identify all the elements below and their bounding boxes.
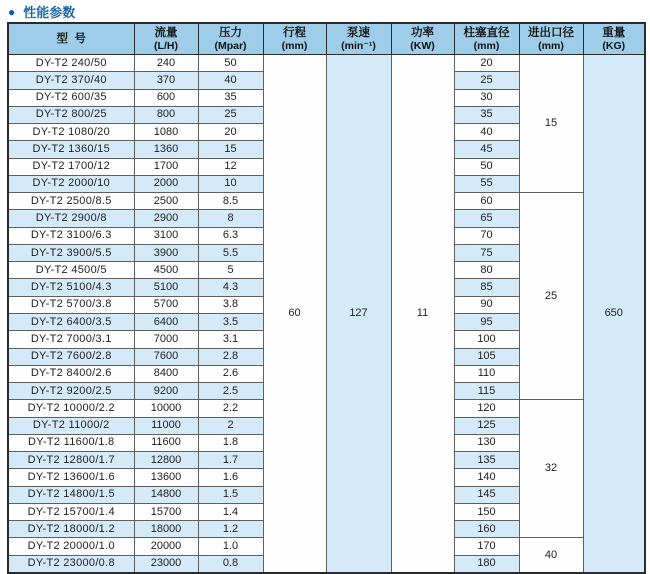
column-label: 流量 — [154, 26, 178, 39]
column-header-plunger-diameter — [454, 23, 519, 55]
cell-model: DY-T2 23000/0.8 — [8, 555, 134, 573]
cell-model: DY-T2 240/50 — [8, 55, 134, 72]
bullet-icon: ● — [8, 4, 16, 19]
cell-pressure: 3.5 — [198, 313, 263, 330]
cell-model: DY-T2 7000/3.1 — [8, 331, 134, 348]
cell-model: DY-T2 2500/8.5 — [8, 193, 134, 210]
cell-model: DY-T2 20000/1.0 — [8, 538, 134, 555]
cell-pressure: 2.6 — [198, 365, 263, 382]
column-label: 泵速 — [347, 26, 370, 39]
cell-stroke-merged: 60 — [263, 55, 326, 573]
cell-plunger-diameter: 105 — [454, 348, 519, 365]
cell-plunger-diameter: 110 — [454, 365, 519, 382]
column-unit: (mm) — [281, 39, 308, 52]
cell-flow: 1360 — [134, 141, 198, 158]
column-unit: (mm) — [473, 39, 500, 52]
cell-flow: 2500 — [134, 193, 198, 210]
cell-plunger-diameter: 20 — [454, 55, 519, 72]
cell-plunger-diameter: 180 — [454, 555, 519, 573]
cell-flow: 6400 — [134, 313, 198, 330]
cell-plunger-diameter: 95 — [454, 313, 519, 330]
section-title-text: 性能参数 — [23, 5, 76, 20]
cell-plunger-diameter: 145 — [454, 486, 519, 503]
column-unit: (KG) — [602, 39, 626, 52]
cell-flow: 14800 — [134, 486, 198, 503]
cell-flow: 2900 — [134, 210, 198, 227]
cell-pressure: 1.6 — [198, 469, 263, 486]
cell-flow: 9200 — [134, 383, 198, 400]
cell-plunger-diameter: 60 — [454, 193, 519, 210]
cell-model: DY-T2 8400/2.6 — [8, 365, 134, 382]
cell-pressure: 50 — [198, 55, 263, 72]
cell-inlet-outlet-merged: 32 — [519, 400, 583, 538]
column-label: 功率 — [411, 26, 434, 39]
cell-model: DY-T2 370/40 — [8, 72, 134, 89]
cell-plunger-diameter: 120 — [454, 400, 519, 417]
column-unit: (KW) — [410, 39, 435, 52]
cell-pressure: 25 — [198, 106, 263, 123]
cell-pressure: 1.4 — [198, 503, 263, 520]
cell-weight-merged: 650 — [583, 55, 645, 573]
cell-pressure: 10 — [198, 175, 263, 192]
cell-flow: 20000 — [134, 538, 198, 555]
cell-plunger-diameter: 25 — [454, 72, 519, 89]
cell-flow: 8400 — [134, 365, 198, 382]
cell-inlet-outlet-merged: 25 — [519, 193, 583, 400]
cell-model: DY-T2 3900/5.5 — [8, 244, 134, 261]
cell-model: DY-T2 3100/6.3 — [8, 227, 134, 244]
cell-plunger-diameter: 100 — [454, 331, 519, 348]
cell-model: DY-T2 10000/2.2 — [8, 400, 134, 417]
column-header-stroke — [263, 23, 326, 55]
cell-flow: 3900 — [134, 244, 198, 261]
cell-inlet-outlet-merged: 15 — [519, 55, 583, 193]
column-header-flow — [134, 23, 198, 55]
cell-pressure: 1.5 — [198, 486, 263, 503]
column-unit: (L/H) — [154, 39, 178, 52]
cell-pressure: 2.8 — [198, 348, 263, 365]
column-header-power — [391, 23, 454, 55]
cell-plunger-diameter: 170 — [454, 538, 519, 555]
cell-pressure: 0.8 — [198, 555, 263, 573]
cell-pressure: 5 — [198, 262, 263, 279]
cell-pressure: 6.3 — [198, 227, 263, 244]
cell-model: DY-T2 7600/2.8 — [8, 348, 134, 365]
cell-model: DY-T2 11000/2 — [8, 417, 134, 434]
cell-flow: 10000 — [134, 400, 198, 417]
cell-flow: 18000 — [134, 521, 198, 538]
cell-model: DY-T2 5700/3.8 — [8, 296, 134, 313]
cell-pressure: 8 — [198, 210, 263, 227]
cell-model: DY-T2 12800/1.7 — [8, 452, 134, 469]
cell-model: DY-T2 13600/1.6 — [8, 469, 134, 486]
cell-pressure: 2.5 — [198, 383, 263, 400]
cell-plunger-diameter: 55 — [454, 175, 519, 192]
cell-model: DY-T2 1700/12 — [8, 158, 134, 175]
cell-model: DY-T2 600/35 — [8, 89, 134, 106]
cell-pressure: 1.0 — [198, 538, 263, 555]
cell-flow: 11000 — [134, 417, 198, 434]
column-label: 型 号 — [56, 32, 86, 45]
cell-flow: 15700 — [134, 503, 198, 520]
cell-pressure: 15 — [198, 141, 263, 158]
cell-plunger-diameter: 150 — [454, 503, 519, 520]
cell-flow: 12800 — [134, 452, 198, 469]
cell-pressure: 1.2 — [198, 521, 263, 538]
cell-plunger-diameter: 80 — [454, 262, 519, 279]
header-row — [8, 23, 645, 55]
cell-plunger-diameter: 140 — [454, 469, 519, 486]
cell-pump-speed-merged: 127 — [326, 55, 391, 573]
column-header-pump-speed — [326, 23, 391, 55]
cell-plunger-diameter: 160 — [454, 521, 519, 538]
column-header-weight — [583, 23, 645, 55]
cell-flow: 240 — [134, 55, 198, 72]
column-label: 柱塞直径 — [463, 26, 510, 39]
cell-plunger-diameter: 75 — [454, 244, 519, 261]
column-label: 进出口径 — [528, 26, 574, 39]
cell-flow: 4500 — [134, 262, 198, 279]
cell-flow: 370 — [134, 72, 198, 89]
table-row — [8, 55, 645, 72]
cell-plunger-diameter: 40 — [454, 124, 519, 141]
cell-model: DY-T2 9200/2.5 — [8, 383, 134, 400]
column-unit: (mm) — [538, 39, 564, 52]
cell-flow: 2000 — [134, 175, 198, 192]
cell-pressure: 1.8 — [198, 434, 263, 451]
cell-plunger-diameter: 45 — [454, 141, 519, 158]
cell-model: DY-T2 1360/15 — [8, 141, 134, 158]
cell-pressure: 5.5 — [198, 244, 263, 261]
cell-flow: 7000 — [134, 331, 198, 348]
column-header-model — [8, 23, 134, 55]
cell-plunger-diameter: 90 — [454, 296, 519, 313]
cell-flow: 3100 — [134, 227, 198, 244]
cell-pressure: 4.3 — [198, 279, 263, 296]
column-unit: (min⁻¹) — [341, 39, 376, 52]
cell-plunger-diameter: 70 — [454, 227, 519, 244]
cell-power-merged: 11 — [391, 55, 454, 573]
performance-parameters-table — [7, 22, 646, 574]
cell-flow: 800 — [134, 106, 198, 123]
cell-pressure: 2.2 — [198, 400, 263, 417]
column-header-pressure — [198, 23, 263, 55]
cell-plunger-diameter: 85 — [454, 279, 519, 296]
cell-plunger-diameter: 135 — [454, 452, 519, 469]
cell-flow: 5700 — [134, 296, 198, 313]
cell-model: DY-T2 14800/1.5 — [8, 486, 134, 503]
cell-plunger-diameter: 35 — [454, 106, 519, 123]
cell-pressure: 3.8 — [198, 296, 263, 313]
cell-plunger-diameter: 65 — [454, 210, 519, 227]
cell-model: DY-T2 6400/3.5 — [8, 313, 134, 330]
cell-model: DY-T2 4500/5 — [8, 262, 134, 279]
cell-flow: 600 — [134, 89, 198, 106]
cell-model: DY-T2 800/25 — [8, 106, 134, 123]
cell-flow: 7600 — [134, 348, 198, 365]
cell-flow: 1700 — [134, 158, 198, 175]
cell-model: DY-T2 11600/1.8 — [8, 434, 134, 451]
cell-model: DY-T2 18000/1.2 — [8, 521, 134, 538]
cell-flow: 11600 — [134, 434, 198, 451]
section-title — [0, 0, 650, 22]
cell-plunger-diameter: 30 — [454, 89, 519, 106]
column-unit: (Mpar) — [214, 39, 247, 52]
column-label: 重量 — [602, 26, 626, 39]
cell-pressure: 2 — [198, 417, 263, 434]
cell-plunger-diameter: 50 — [454, 158, 519, 175]
cell-model: DY-T2 1080/20 — [8, 124, 134, 141]
cell-flow: 13600 — [134, 469, 198, 486]
cell-model: DY-T2 15700/1.4 — [8, 503, 134, 520]
cell-plunger-diameter: 125 — [454, 417, 519, 434]
cell-model: DY-T2 5100/4.3 — [8, 279, 134, 296]
column-header-inlet-outlet — [519, 23, 583, 55]
cell-pressure: 40 — [198, 72, 263, 89]
column-label: 压力 — [219, 26, 242, 39]
cell-model: DY-T2 2900/8 — [8, 210, 134, 227]
cell-pressure: 20 — [198, 124, 263, 141]
cell-pressure: 12 — [198, 158, 263, 175]
cell-flow: 1080 — [134, 124, 198, 141]
cell-pressure: 8.5 — [198, 193, 263, 210]
cell-flow: 5100 — [134, 279, 198, 296]
cell-flow: 23000 — [134, 555, 198, 573]
cell-plunger-diameter: 115 — [454, 383, 519, 400]
column-label: 行程 — [283, 26, 306, 39]
cell-model: DY-T2 2000/10 — [8, 175, 134, 192]
cell-inlet-outlet-merged: 40 — [519, 538, 583, 573]
cell-pressure: 3.1 — [198, 331, 263, 348]
cell-plunger-diameter: 130 — [454, 434, 519, 451]
cell-pressure: 35 — [198, 89, 263, 106]
cell-pressure: 1.7 — [198, 452, 263, 469]
